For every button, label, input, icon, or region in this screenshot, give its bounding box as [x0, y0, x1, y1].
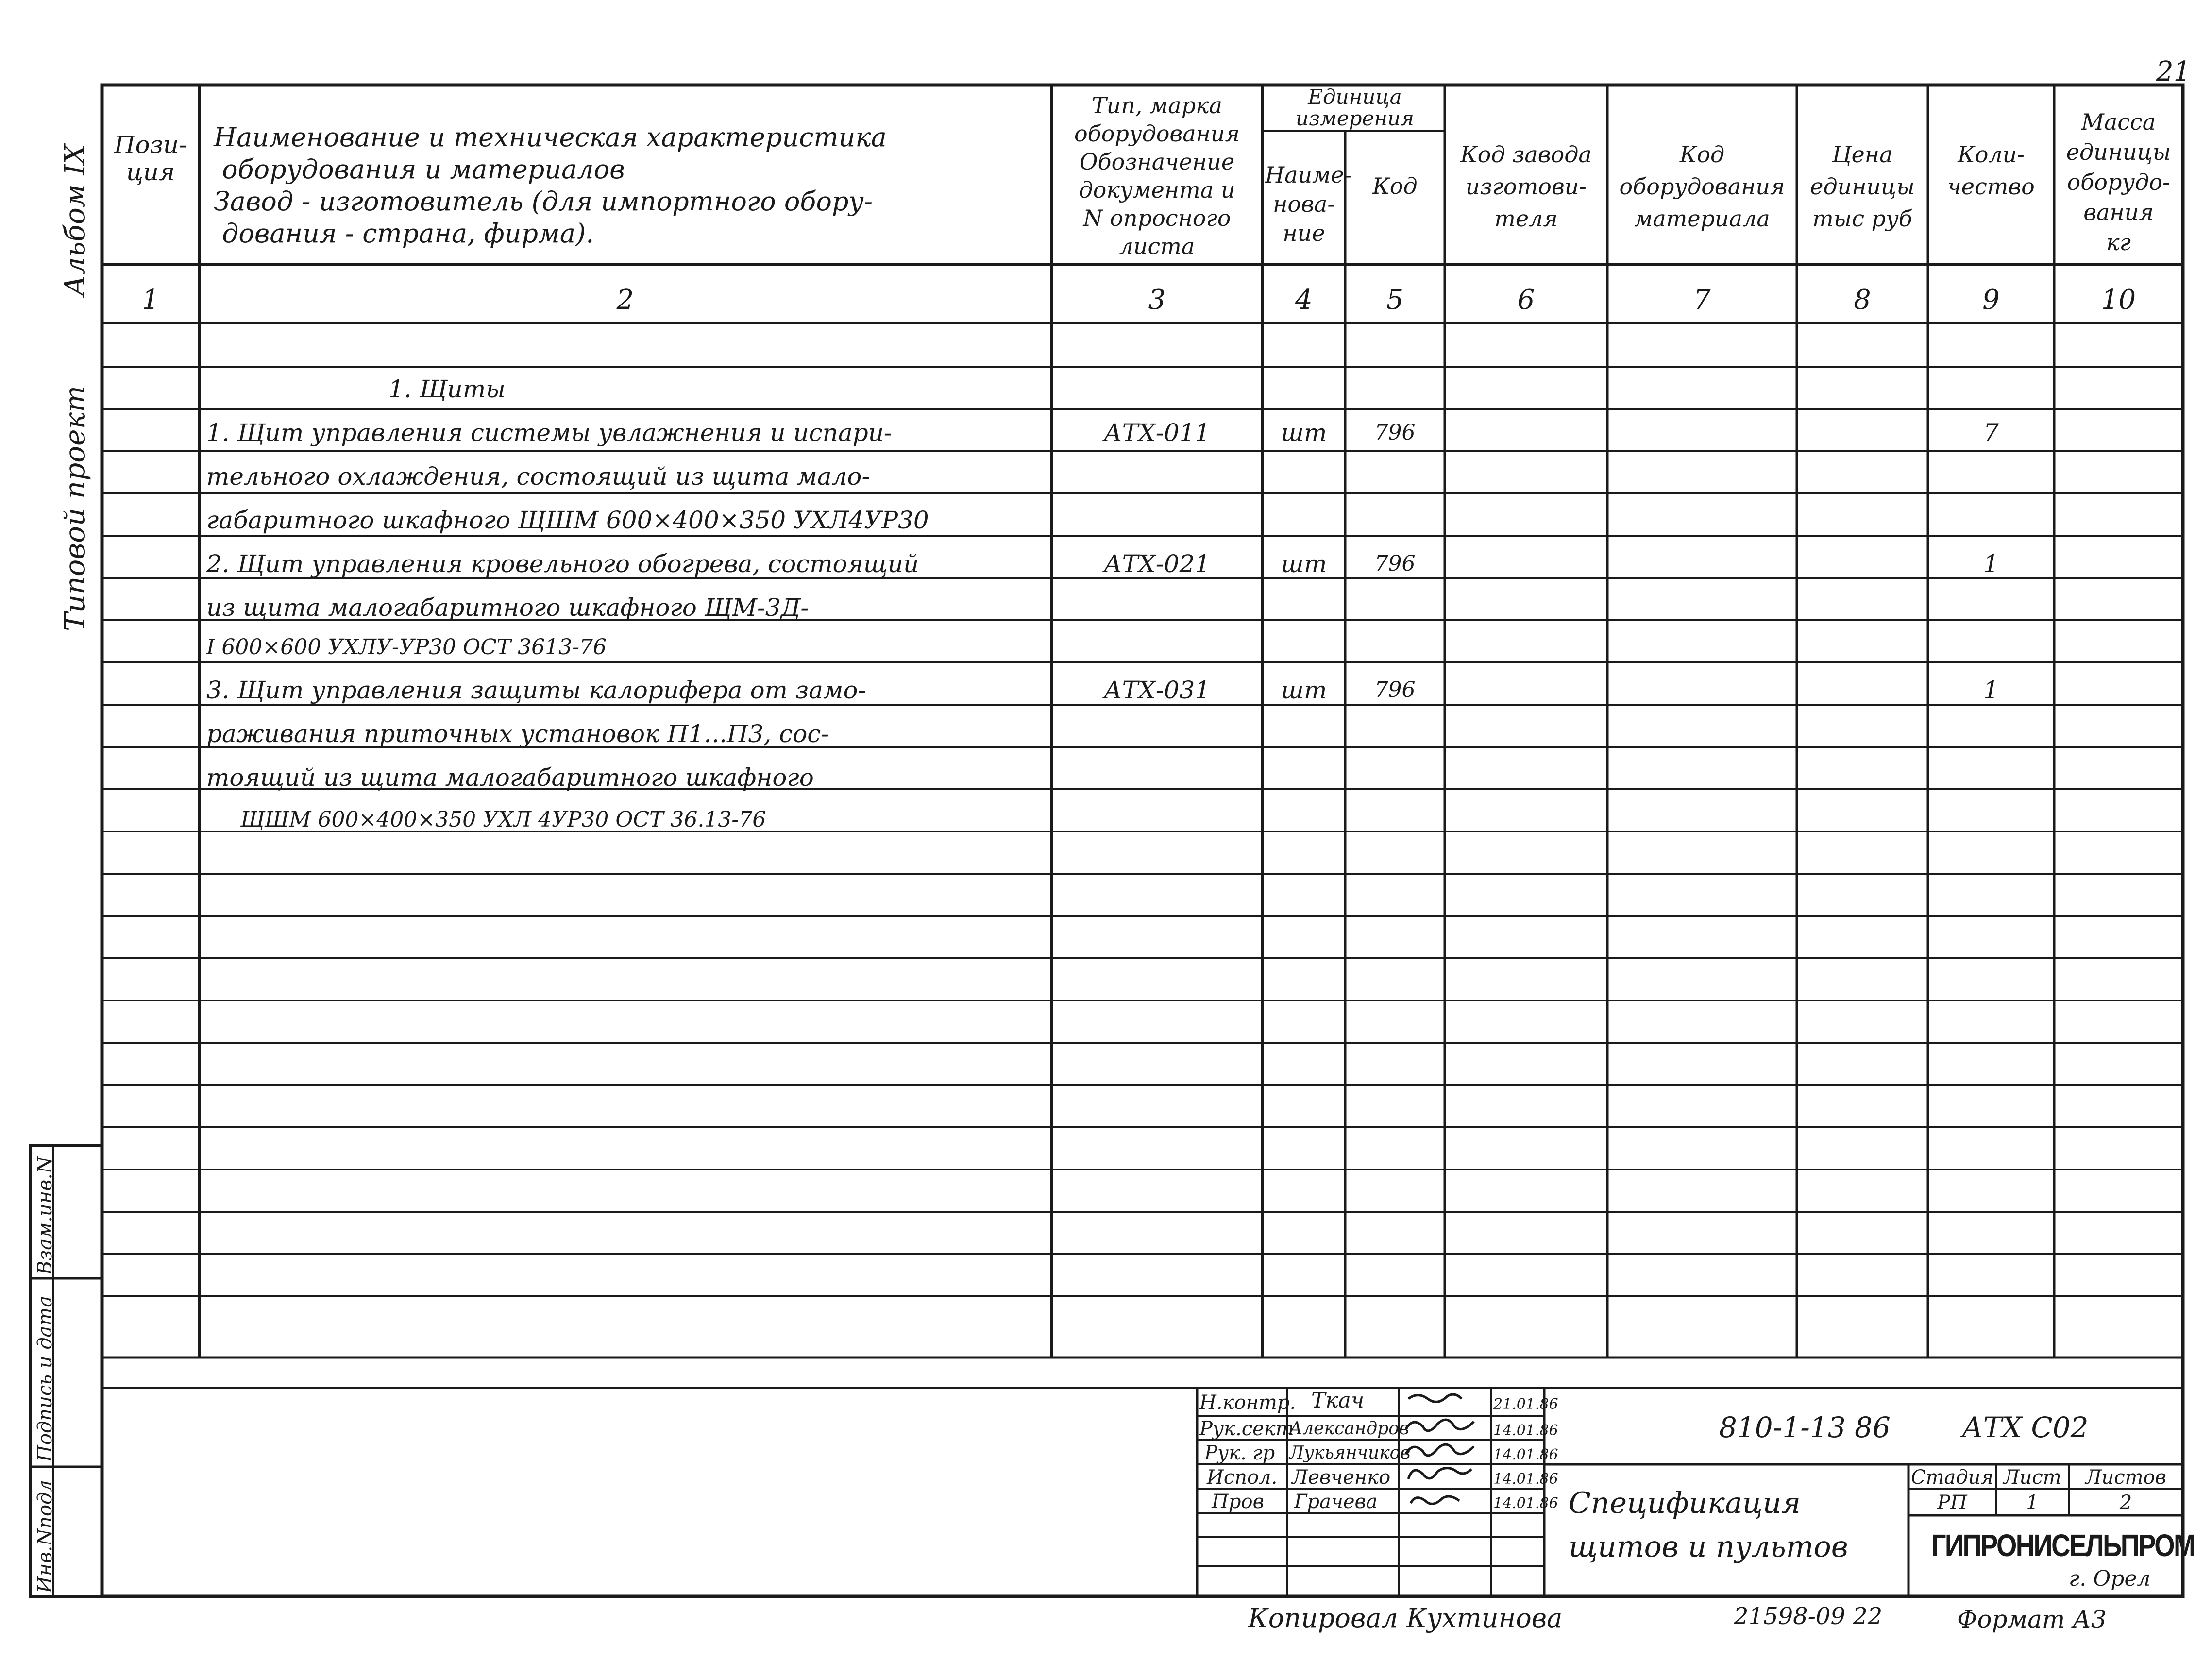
table-row-name: габаритного шкафного ЩШМ 600×400×350 УХЛ4УР30: [206, 506, 929, 534]
table-row-qty: 1: [1983, 550, 1999, 578]
table-row-unit: шт: [1281, 419, 1327, 447]
header-quantity: Коли- чество: [1947, 141, 2035, 200]
project-label: Типовой проект: [58, 385, 91, 631]
format-label: Формат А3: [1957, 1605, 2107, 1633]
table-row-type: АТХ-021: [1103, 550, 1211, 578]
column-number: 9: [1982, 284, 2000, 316]
signer-name: Грачева: [1294, 1491, 1378, 1513]
signatures: [1406, 1394, 1474, 1504]
table-row-code: 796: [1374, 678, 1416, 702]
sheets-value: 2: [2119, 1492, 2132, 1514]
signer-role: Испол.: [1207, 1466, 1278, 1489]
header-position: Пози- ция: [114, 131, 187, 186]
sheet-code: АТХ С02: [1962, 1411, 2089, 1444]
column-number: 3: [1148, 284, 1166, 316]
column-number: 8: [1854, 284, 1871, 316]
stamp-vzam-inv: Взам.инв.N: [34, 1156, 56, 1275]
header-type: Тип, марка оборудования Обозначение документа и N опросного листа: [1074, 92, 1240, 259]
table-row-name: из щита малогабаритного шкафного ЩМ-3Д-: [206, 594, 809, 622]
stamp-inv-podl: Инв.Nподл: [34, 1480, 56, 1593]
signer-date: 21.01.86: [1493, 1396, 1558, 1413]
table-row-name: тоящий из щита малогабаритного шкафного: [206, 763, 814, 792]
table-row-code: 796: [1374, 420, 1416, 445]
copied-by: Копировал Кухтинова: [1248, 1603, 1563, 1633]
signer-role: Пров: [1212, 1491, 1264, 1513]
table-row-name: тельного охлаждения, состоящий из щита мало-: [206, 462, 870, 491]
order-number: 21598-09 22: [1734, 1603, 1883, 1630]
stage-value: РП: [1937, 1492, 1967, 1514]
header-equipment-code: Код оборудования материала: [1619, 141, 1785, 232]
signer-name: Лукьянчиков: [1289, 1443, 1411, 1463]
table-row-name: 1. Щит управления системы увлажнения и испари-: [206, 419, 892, 447]
page-number: 21: [2156, 56, 2191, 87]
header-unit-group: Единица измерения: [1296, 85, 1414, 130]
sheet-label: Лист: [2003, 1466, 2061, 1489]
header-mass: Масса единицы оборудо- вания кг: [2066, 109, 2171, 255]
table-row-qty: 7: [1983, 419, 1999, 447]
column-number: 10: [2101, 284, 2136, 316]
section-title: 1. Щиты: [388, 375, 506, 403]
table-row-name: ЩШМ 600×400×350 УХЛ 4УР30 ОСТ 36.13-76: [240, 807, 766, 832]
album-label: Альбом IX: [58, 144, 91, 296]
table-row-type: АТХ-011: [1103, 419, 1211, 447]
signer-name: Ткач: [1311, 1388, 1365, 1413]
signer-date: 14.01.86: [1493, 1446, 1558, 1463]
header-unit-code: Код: [1372, 173, 1418, 199]
signer-name: Левченко: [1292, 1466, 1391, 1489]
table-row-name: 2. Щит управления кровельного обогрева, состоящий: [206, 550, 919, 578]
stage-label: Стадия: [1911, 1466, 1993, 1489]
stamp-podpis-data: Подпись и дата: [34, 1295, 56, 1462]
signer-date: 14.01.86: [1493, 1495, 1558, 1512]
signer-date: 14.01.86: [1493, 1422, 1558, 1439]
column-number: 2: [616, 284, 634, 316]
table-row-name: I 600×600 УХЛУ-УР30 ОСТ 3613-76: [206, 635, 607, 660]
column-number: 7: [1693, 284, 1711, 316]
table-row-code: 796: [1374, 551, 1416, 576]
table-row-qty: 1: [1983, 676, 1999, 704]
column-number: 5: [1386, 284, 1404, 316]
table-row-name: 3. Щит управления защиты калорифера от замо-: [206, 676, 866, 704]
header-unit-name: Наиме- нова- ние: [1265, 162, 1352, 246]
table-row-name: раживания приточных установок П1...П3, сос-: [206, 720, 829, 748]
column-number: 4: [1295, 284, 1313, 316]
signer-role: Рук. гр: [1204, 1442, 1275, 1464]
header-name: Наименование и техническая характеристика оборудования и материалов Завод - изготовитель (для импортного обору- дования - страна, фирма).: [214, 122, 887, 249]
sheet-value: 1: [2026, 1492, 2039, 1514]
sheets-label: Листов: [2085, 1466, 2166, 1489]
table-row-unit: шт: [1281, 550, 1327, 578]
table-row-unit: шт: [1281, 676, 1327, 704]
table-row-type: АТХ-031: [1103, 676, 1211, 704]
signer-role: Н.контр.: [1199, 1391, 1296, 1414]
header-price: Цена единицы тыс руб: [1810, 141, 1915, 232]
signer-date: 14.01.86: [1493, 1471, 1558, 1488]
organization-name: ГИПРОНИСЕЛЬПРОМ: [1931, 1528, 2195, 1563]
signer-role: Рук.сект: [1199, 1418, 1294, 1440]
signer-name: Александров: [1289, 1419, 1409, 1439]
header-factory-code: Код завода изготови- теля: [1460, 141, 1592, 232]
column-number: 1: [142, 284, 159, 316]
column-number: 6: [1517, 284, 1535, 316]
organization-city: г. Орел: [2069, 1566, 2151, 1591]
document-title: Спецификация щитов и пультов: [1569, 1486, 1848, 1564]
document-code: 810-1-13 86: [1719, 1411, 1891, 1444]
